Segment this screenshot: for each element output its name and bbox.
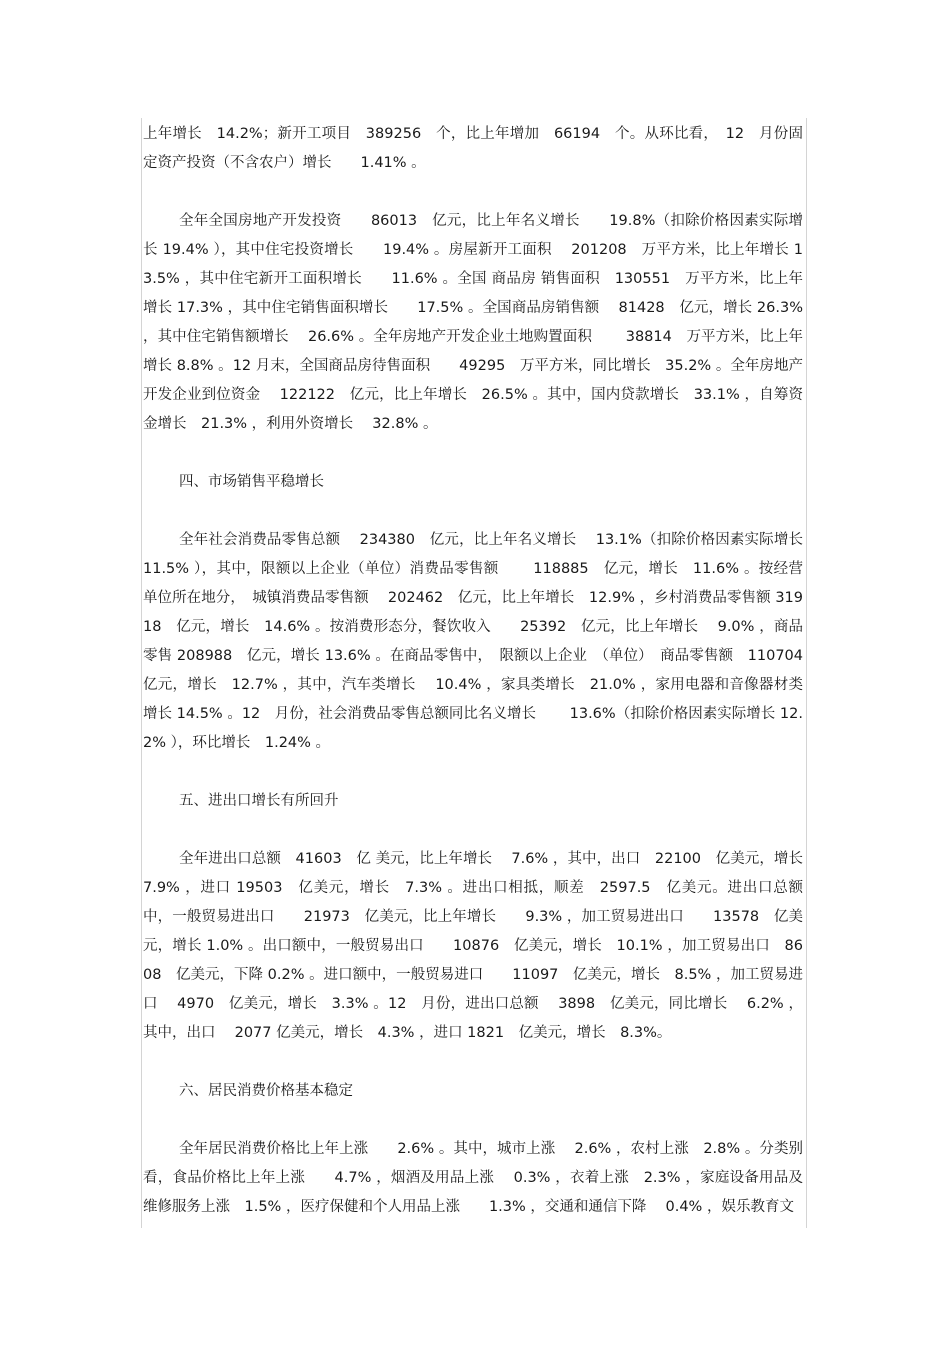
- paragraph-real-estate: 全年全国房地产开发投资 86013 亿元，比上年名义增长 19.8%（扣除价格因素实际增长 19.4% ），其中住宅投资增长 19.4% 。房屋新开工面积 201208 万平方米，比上年增长 13.5% ，其中住宅新开工面积增长 11.6% 。全国 商品房 销售面积 130551 万平方米，比上年增长 17.3% ，其中住宅销售面积增长 17.5% 。全国商品房销售额 81428 亿元，增长 26.3% ，其中住宅销售额增长 26.6% 。全年房地产开发企业土地购置面积 38814 万平方米，比上年增长 8.8% 。12 月末，全国商品房待售面积 49295 万平方米，同比增长 35.2% 。全年房地产开发企业到位资金 122122 亿元，比上年增长 26.5% 。其中，国内贷款增长 33.1% ，自筹资金增长 21.3% ，利用外资增长 32.8% 。: [143, 213, 803, 432]
- paragraph-gap: [143, 439, 803, 468]
- paragraph-investment-continued: 上年增长 14.2%；新开工项目 389256 个，比上年增加 66194 个。从环比看， 12 月份固定资产投资（不含农户）增长 1.41% 。: [143, 126, 803, 171]
- section-heading-retail: 四、市场销售平稳增长: [179, 474, 324, 490]
- section-heading-cpi: 六、居民消费价格基本稳定: [179, 1083, 353, 1099]
- document-body: [143, 120, 803, 1222]
- paragraph-gap: [143, 1048, 803, 1077]
- paragraph-gap: [143, 758, 803, 787]
- paragraph-gap: [143, 497, 803, 526]
- paragraph-gap: [143, 178, 803, 207]
- paragraph-gap: [143, 816, 803, 845]
- paragraph-cpi: 全年居民消费价格比上年上涨 2.6% 。其中，城市上涨 2.6% ，农村上涨 2.8% 。分类别看，食品价格比上年上涨 4.7% ，烟酒及用品上涨 0.3% ，衣着上涨 2.3% ，家庭设备用品及维修服务上涨 1.5% ，医疗保健和个人用品上涨 1.3% ，交通和通信下降 0.4% ，娱乐教育文: [143, 1141, 803, 1215]
- paragraph-gap: [143, 1106, 803, 1135]
- section-heading-trade: 五、进出口增长有所回升: [179, 793, 339, 809]
- paragraph-trade: 全年进出口总额 41603 亿 美元，比上年增长 7.6% ，其中，出口 22100 亿美元，增长 7.9% ，进口 19503 亿美元，增长 7.3% 。进出口相抵，顺差 2597.5 亿美元。进出口总额中，一般贸易进出口 21973 亿美元，比上年增长 9.3% ，加工贸易进出口 13578 亿美元，增长 1.0% 。出口额中，一般贸易出口 10876 亿美元，增长 10.1% ，加工贸易出口 8608 亿美元，下降 0.2% 。进口额中，一般贸易进口 11097 亿美元，增长 8.5% ，加工贸易进口 4970 亿美元，增长 3.3% 。12 月份，进出口总额 3898 亿美元，同比增长 6.2% ，其中，出口 2077 亿美元，增长 4.3% ，进口 1821 亿美元，增长 8.3%。: [143, 851, 803, 1041]
- paragraph-retail: 全年社会消费品零售总额 234380 亿元，比上年名义增长 13.1%（扣除价格因素实际增长 11.5% ），其中，限额以上企业（单位）消费品零售额 118885 亿元，增长 11.6% 。按经营单位所在地分， 城镇消费品零售额 202462 亿元，比上年增长 12.9% ，乡村消费品零售额 31918 亿元，增长 14.6% 。按消费形态分，餐饮收入 25392 亿元，比上年增长 9.0% ，商品零售 208988 亿元，增长 13.6% 。在商品零售中， 限额以上企业 （单位） 商品零售额 110704 亿元，增长 12.7% ，其中，汽车类增长 10.4% ，家具类增长 21.0% ，家用电器和音像器材类增长 14.5% 。12 月份，社会消费品零售总额同比名义增长 13.6%（扣除价格因素实际增长 12.2% ），环比增长 1.24% 。: [143, 532, 803, 751]
